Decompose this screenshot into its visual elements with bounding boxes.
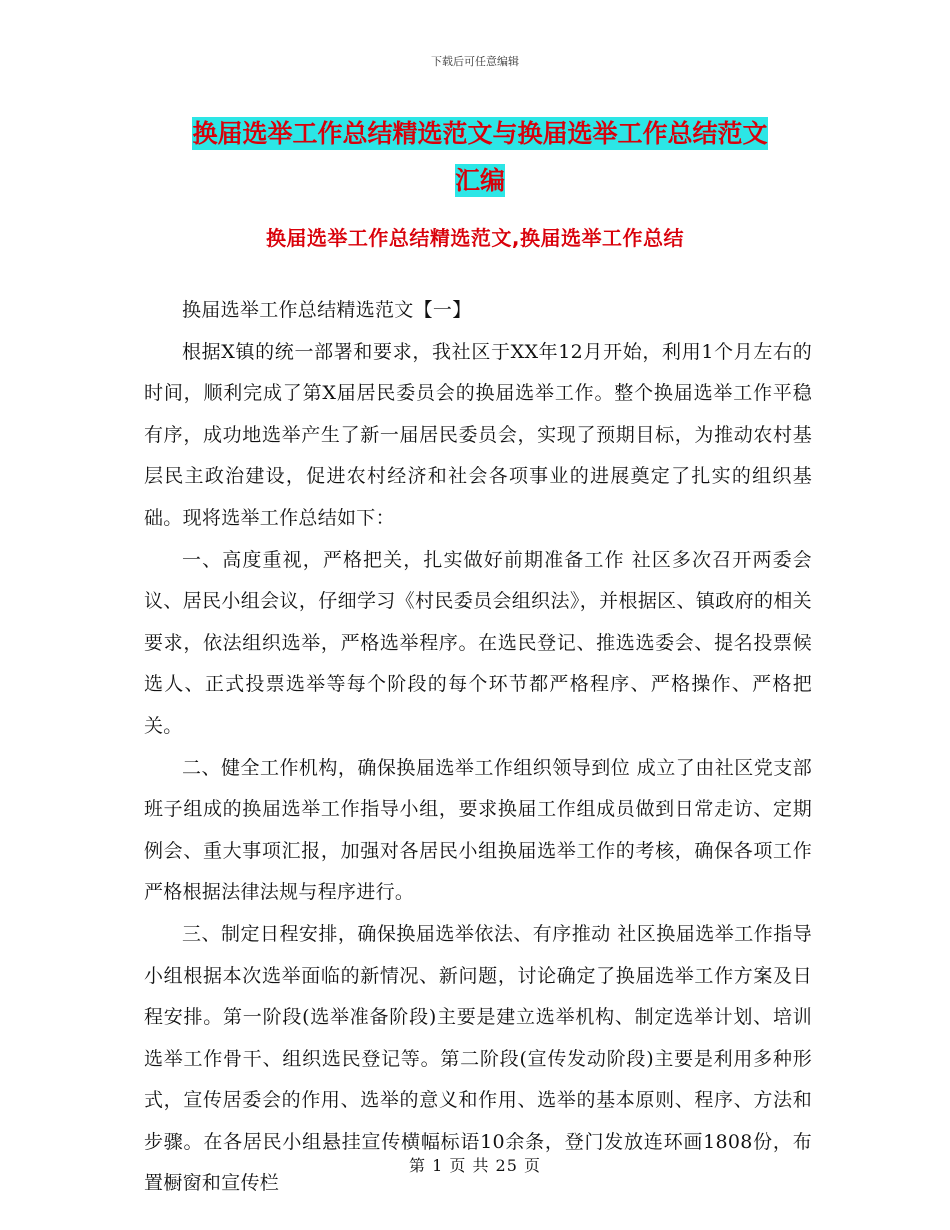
title-line-2: 汇编 [454, 166, 505, 195]
header-note: 下载后可任意编辑 [431, 55, 519, 68]
paragraph: 根据X镇的统一部署和要求，我社区于XX年12月开始，利用1个月左右的时间，顺利完成了第X届居民委员会的换届选举工作。整个换届选举工作平稳有序，成功地选举产生了新一届居民委员会，实现了预期目标，为推动农村基层民主政治建设，促进农村经济和社会各项事业的进展奠定了扎实的组织基础。现将选举工作总结如下： [144, 340, 812, 529]
paragraph: 二、健全工作机构，确保换届选举工作组织领导到位 成立了由社区党支部班子组成的换届选举工作指导小组，要求换届工作组成员做到日常走访、定期例会、重大事项汇报，加强对各居民小组换届选举工作的考核，确保各项工作严格根据法律法规与程序进行。 [144, 756, 812, 904]
page-footer: 第 1 页 共 25 页 [409, 1156, 541, 1175]
title-line-1: 换届选举工作总结精选范文与换届选举工作总结范文 [192, 119, 768, 148]
paragraph: 一、高度重视，严格把关，扎实做好前期准备工作 社区多次召开两委会议、居民小组会议，仔细学习《村民委员会组织法》，并根据区、镇政府的相关要求，依法组织选举，严格选举程序。在选民登记、推选选委会、提名投票候选人、正式投票选举等每个阶段的每个环节都严格程序、严格操作、严格把关。 [144, 548, 812, 737]
document-title [150, 110, 810, 204]
paragraph: 三、制定日程安排，确保换届选举依法、有序推动 社区换届选举工作指导小组根据本次选举面临的新情况、新问题，讨论确定了换届选举工作方案及日程安排。第一阶段(选举准备阶段)主要是建立选举机构、制定选举计划、培训选举工作骨干、组织选民登记等。第二阶段(宣传发动阶段)主要是利用多种形式，宣传居委会的作用、选举的意义和作用、选举的基本原则、程序、方法和步骤。在各居民小组悬挂宣传横幅标语10余条，登门发放连环画1808份，布置橱窗和宣传栏 [144, 922, 812, 1195]
section-title: 换届选举工作总结精选范文,换届选举工作总结 [265, 226, 685, 250]
document-body [144, 290, 812, 1205]
paragraph: 换届选举工作总结精选范文【一】 [182, 299, 472, 321]
